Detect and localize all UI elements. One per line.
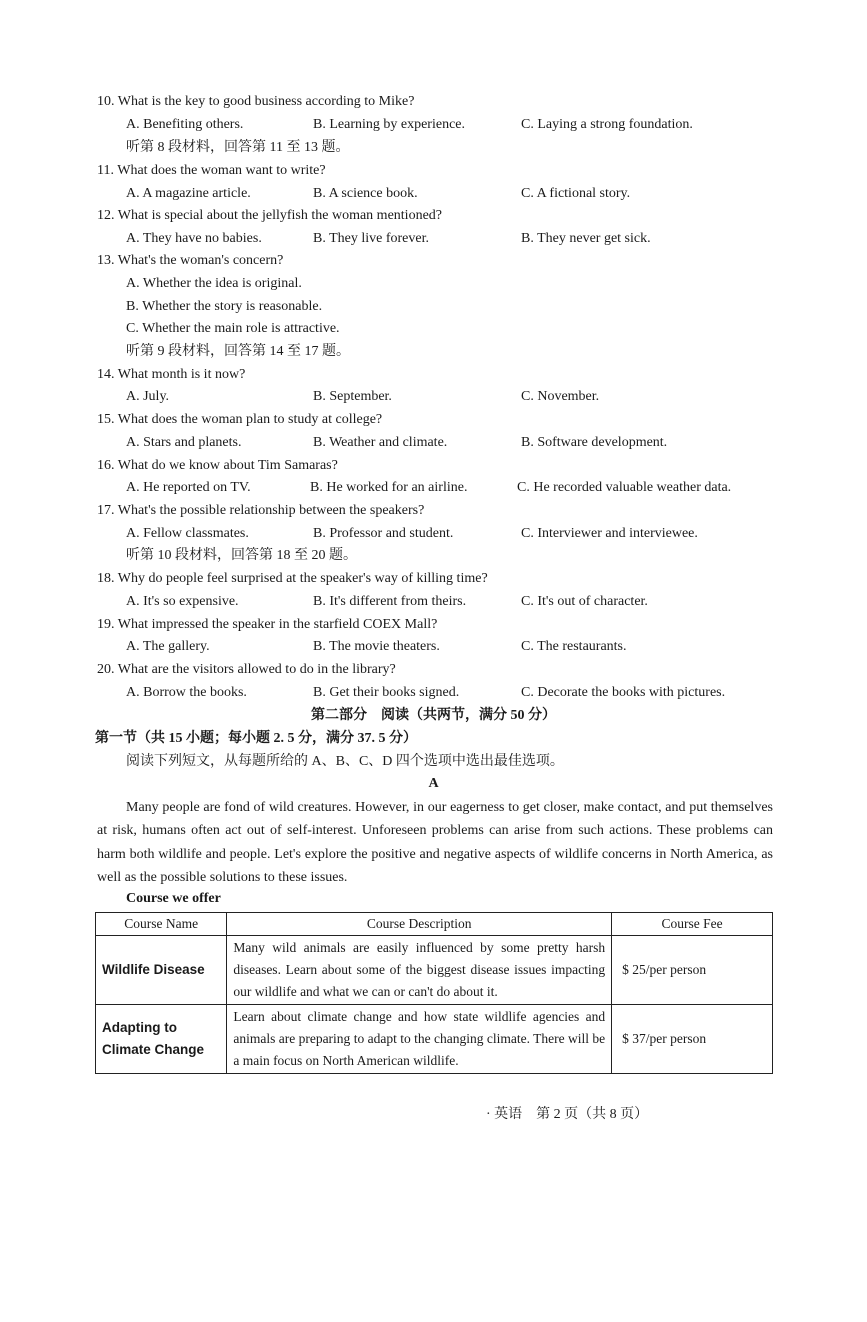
listening-section-8: 听第 8 段材料，回答第 11 至 13 题。: [126, 140, 350, 155]
course-description: Learn about climate change and how state wildlife agencies and animals are preparing to adapt to the changing climate. There will be a main focus on North American wildlife.: [227, 1005, 612, 1074]
option-a: A. July.: [126, 389, 170, 404]
option-a: A. Fellow classmates.: [126, 526, 249, 541]
question-number: 17.: [97, 503, 115, 518]
question-number: 18.: [97, 571, 115, 586]
question-number: 16.: [97, 458, 115, 473]
question-text: What impressed the speaker in the starfield COEX Mall?: [117, 617, 438, 632]
passage-letter: A: [428, 776, 439, 791]
question-14: [97, 365, 245, 385]
options-14: [126, 387, 826, 407]
question-text: What are the visitors allowed to do in the library?: [117, 662, 396, 677]
page-footer: · 英语 第 2 页（共 8 页）: [486, 1107, 649, 1122]
question-18: [97, 569, 488, 589]
option-b: B. It's different from theirs.: [313, 594, 467, 609]
question-16: [97, 456, 338, 476]
header-course-name: Course Name: [96, 913, 227, 936]
header-course-fee: Course Fee: [612, 913, 773, 936]
question-text: What's the woman's concern?: [117, 253, 284, 268]
option-c: C. A fictional story.: [521, 186, 631, 201]
question-text: What month is it now?: [117, 367, 246, 382]
option-a: A. The gallery.: [126, 639, 210, 654]
option-c: C. Interviewer and interviewee.: [521, 526, 698, 541]
option-b: B. Learning by experience.: [313, 117, 465, 132]
question-11: [97, 161, 326, 181]
option-c: C. November.: [521, 389, 600, 404]
question-number: 10.: [97, 94, 115, 109]
option-b: B. He worked for an airline.: [310, 480, 468, 495]
option-b: B. Get their books signed.: [313, 685, 460, 700]
question-19: [97, 615, 437, 635]
passage-paragraph: [97, 796, 773, 889]
question-number: 14.: [97, 367, 115, 382]
question-number: 20.: [97, 662, 115, 677]
option-b: B. September.: [313, 389, 392, 404]
course-table: [95, 912, 773, 1074]
option-b: B. Weather and climate.: [313, 435, 448, 450]
part2-title: 第二部分 阅读（共两节，满分 50 分）: [311, 708, 556, 723]
options-18: [126, 592, 826, 612]
course-description: Many wild animals are easily influenced by some pretty harsh diseases. Learn about some of the biggest disease issues impacting our wildlife and what we can or can't do about it.: [227, 936, 612, 1005]
option-c: C. Whether the main role is attractive.: [126, 321, 340, 336]
question-text: What does the woman want to write?: [117, 163, 326, 178]
options-10: [126, 115, 826, 135]
option-b: B. A science book.: [313, 186, 418, 201]
question-number: 11.: [97, 163, 114, 178]
course-fee: $ 25/per person: [612, 936, 773, 1005]
option-a: A. It's so expensive.: [126, 594, 239, 609]
option-a: A. Borrow the books.: [126, 685, 247, 700]
question-10: [97, 92, 414, 112]
reading-instruction: 阅读下列短文，从每题所给的 A、B、C、D 四个选项中选出最佳选项。: [126, 754, 564, 769]
question-text: What do we know about Tim Samaras?: [117, 458, 338, 473]
option-b: B. The movie theaters.: [313, 639, 440, 654]
options-15: [126, 433, 826, 453]
options-11: [126, 184, 826, 204]
options-20: [126, 683, 826, 703]
option-a: A. Benefiting others.: [126, 117, 244, 132]
course-name: Adapting to Climate Change: [96, 1005, 227, 1074]
question-number: 12.: [97, 208, 115, 223]
option-c: B. They never get sick.: [521, 231, 651, 246]
option-c: B. Software development.: [521, 435, 668, 450]
question-number: 15.: [97, 412, 115, 427]
course-fee: $ 37/per person: [612, 1005, 773, 1074]
question-text: What does the woman plan to study at college?: [117, 412, 383, 427]
option-a: A. They have no babies.: [126, 231, 262, 246]
listening-section-10: 听第 10 段材料，回答第 18 至 20 题。: [126, 548, 357, 563]
question-text: What is special about the jellyfish the woman mentioned?: [117, 208, 442, 223]
header-course-description: Course Description: [227, 913, 612, 936]
course-name: Wildlife Disease: [96, 936, 227, 1005]
options-19: [126, 637, 826, 657]
option-b: B. Professor and student.: [313, 526, 454, 541]
table-row: [96, 936, 773, 1005]
option-c: C. Laying a strong foundation.: [521, 117, 693, 132]
question-15: [97, 410, 382, 430]
question-text: What is the key to good business according to Mike?: [117, 94, 415, 109]
table-row: [96, 1005, 773, 1074]
question-12: [97, 206, 442, 226]
option-a: A. Whether the idea is original.: [126, 276, 302, 291]
option-c: C. He recorded valuable weather data.: [517, 480, 732, 495]
question-text: What's the possible relationship between the speakers?: [117, 503, 425, 518]
question-number: 13.: [97, 253, 115, 268]
option-b: B. They live forever.: [313, 231, 429, 246]
option-b: B. Whether the story is reasonable.: [126, 299, 323, 314]
options-16: [126, 478, 826, 498]
listening-section-9: 听第 9 段材料，回答第 14 至 17 题。: [126, 344, 350, 359]
option-a: A. Stars and planets.: [126, 435, 242, 450]
options-12: [126, 229, 826, 249]
option-a: A. A magazine article.: [126, 186, 251, 201]
option-c: C. It's out of character.: [521, 594, 648, 609]
paragraph-text: Many people are fond of wild creatures. However, in our eagerness to get closer, make contact, and put themselves at risk, humans often act out of self-interest. Unforeseen problems can arise from such actions. These problems can harm both wildlife and people. Let's explore the positive and negative aspects of wildlife concerns in North America, as well as the possible solutions to these issues.: [97, 800, 773, 885]
options-17: [126, 524, 826, 544]
question-17: [97, 501, 424, 521]
option-c: C. The restaurants.: [521, 639, 627, 654]
table-heading: Course we offer: [126, 891, 221, 906]
question-13: [97, 251, 283, 271]
question-number: 19.: [97, 617, 115, 632]
section1-heading: 第一节（共 15 小题；每小题 2. 5 分，满分 37. 5 分）: [95, 731, 417, 746]
table-header-row: [96, 913, 773, 936]
question-text: Why do people feel surprised at the speaker's way of killing time?: [117, 571, 488, 586]
question-20: [97, 660, 396, 680]
option-a: A. He reported on TV.: [126, 480, 251, 495]
option-c: C. Decorate the books with pictures.: [521, 685, 726, 700]
